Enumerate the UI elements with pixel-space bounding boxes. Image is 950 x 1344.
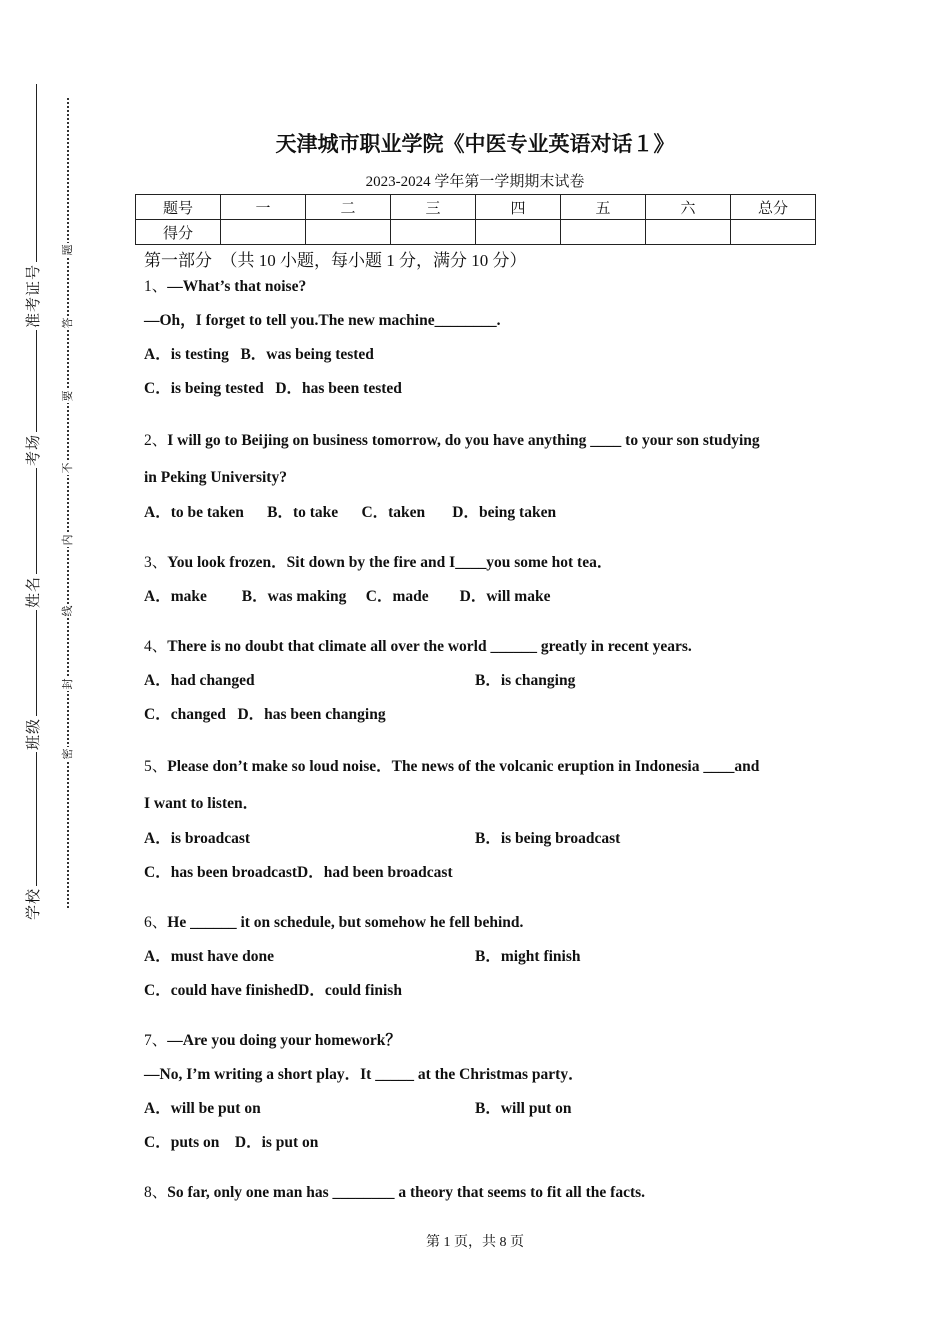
question-number: 6、 bbox=[144, 914, 168, 931]
binding-dot-char: 答 bbox=[59, 316, 75, 330]
option-a[interactable]: A．must have done bbox=[144, 948, 275, 965]
option-b[interactable]: B．to take bbox=[267, 504, 339, 521]
question-text: He ______ it on schedule, but somehow he fell behind. bbox=[167, 914, 524, 931]
score-input-cell[interactable] bbox=[561, 220, 646, 245]
score-table-header-row bbox=[136, 195, 816, 220]
question-text: —Are you doing your homework？ bbox=[167, 1032, 401, 1049]
score-table-score-row bbox=[136, 220, 816, 245]
binding-dot-char: 不 bbox=[59, 461, 75, 475]
question-text: I will go to Beijing on business tomorrow, do you have anything ____ to your son studying bbox=[167, 432, 760, 449]
score-input-cell[interactable] bbox=[391, 220, 476, 245]
question-5 bbox=[144, 748, 834, 890]
question-text: So far, only one man has ________ a theory that seems to fit all the facts. bbox=[167, 1184, 646, 1201]
option-a[interactable]: A．is broadcast bbox=[144, 830, 251, 847]
option-c[interactable]: C．taken bbox=[361, 504, 426, 521]
option-d[interactable]: D．could finish bbox=[298, 982, 402, 999]
question-2 bbox=[144, 422, 834, 530]
page-footer: 第 1 页，共 8 页 bbox=[426, 1235, 524, 1250]
option-c[interactable]: C．changed bbox=[144, 706, 226, 723]
question-text: —No, I’m writing a short play．It _____ at the Christmas party． bbox=[144, 1066, 584, 1083]
question-text: in Peking University? bbox=[144, 469, 287, 486]
question-number: 7、 bbox=[144, 1032, 168, 1049]
option-d[interactable]: D．will make bbox=[459, 588, 551, 605]
option-b[interactable]: B．was being tested bbox=[240, 346, 374, 363]
option-c[interactable]: C．puts on bbox=[144, 1134, 220, 1151]
option-c[interactable]: C．is being tested bbox=[144, 380, 264, 397]
question-text: I want to listen． bbox=[144, 795, 259, 812]
question-number: 1、 bbox=[144, 278, 168, 295]
binding-dot-char: 线 bbox=[59, 604, 75, 618]
binding-dot-char: 密 bbox=[59, 747, 75, 761]
question-text: There is no doubt that climate all over the world ______ greatly in recent years. bbox=[167, 638, 692, 655]
binding-dotted-line bbox=[67, 98, 69, 908]
option-a[interactable]: A．had changed bbox=[144, 672, 255, 689]
question-number: 5、 bbox=[144, 758, 168, 775]
binding-label-name: 姓名 bbox=[22, 574, 43, 610]
score-input-cell[interactable] bbox=[731, 220, 816, 245]
option-b[interactable]: B．might finish bbox=[475, 948, 581, 965]
score-cell: 一 bbox=[221, 195, 306, 220]
question-4 bbox=[144, 630, 834, 732]
question-7 bbox=[144, 1024, 834, 1160]
score-cell: 题号 bbox=[136, 195, 221, 220]
question-text: —What’s that noise? bbox=[167, 278, 307, 295]
score-cell: 六 bbox=[646, 195, 731, 220]
option-a[interactable]: A．is testing bbox=[144, 346, 229, 363]
score-cell: 三 bbox=[391, 195, 476, 220]
option-b[interactable]: B．will put on bbox=[475, 1100, 572, 1117]
option-d[interactable]: D．had been broadcast bbox=[297, 864, 453, 881]
question-number: 4、 bbox=[144, 638, 168, 655]
question-text: —Oh，I forget to tell you.The new machine________. bbox=[144, 312, 501, 329]
score-input-cell[interactable] bbox=[476, 220, 561, 245]
score-input-cell[interactable] bbox=[221, 220, 306, 245]
option-d[interactable]: D．is put on bbox=[234, 1134, 319, 1151]
score-input-cell[interactable] bbox=[646, 220, 731, 245]
option-c[interactable]: C．could have finished bbox=[144, 982, 299, 999]
question-number: 2、 bbox=[144, 432, 168, 449]
score-cell: 二 bbox=[306, 195, 391, 220]
option-c[interactable]: C．has been broadcast bbox=[144, 864, 298, 881]
option-d[interactable]: D．being taken bbox=[452, 504, 557, 521]
binding-dot-char: 内 bbox=[59, 533, 75, 547]
question-number: 3、 bbox=[144, 554, 168, 571]
score-cell: 得分 bbox=[136, 220, 221, 245]
exam-title: 天津城市职业学院《中医专业英语对话１》 bbox=[275, 132, 675, 156]
binding-label-exam-room: 考场 bbox=[22, 432, 43, 468]
binding-solid-line bbox=[36, 84, 37, 920]
question-8 bbox=[144, 1176, 834, 1210]
option-d[interactable]: D．has been tested bbox=[275, 380, 402, 397]
binding-label-exam-id: 准考证号 bbox=[22, 262, 43, 330]
score-cell: 总分 bbox=[731, 195, 816, 220]
option-d[interactable]: D．has been changing bbox=[237, 706, 386, 723]
score-input-cell[interactable] bbox=[306, 220, 391, 245]
binding-label-school: 学校 bbox=[22, 886, 43, 922]
section-title: 第一部分 （共 10 小题，每小题 1 分，满分 10 分） bbox=[144, 251, 527, 270]
option-a[interactable]: A．to be taken bbox=[144, 504, 244, 521]
binding-margin bbox=[0, 0, 110, 1344]
question-1 bbox=[144, 270, 834, 406]
score-cell: 五 bbox=[561, 195, 646, 220]
binding-dot-char: 封 bbox=[59, 677, 75, 691]
option-a[interactable]: A．will be put on bbox=[144, 1100, 261, 1117]
score-table bbox=[135, 194, 816, 245]
option-a[interactable]: A．make bbox=[144, 588, 207, 605]
questions bbox=[144, 270, 834, 1210]
option-b[interactable]: B．is being broadcast bbox=[475, 830, 621, 847]
option-b[interactable]: B．is changing bbox=[475, 672, 576, 689]
exam-subtitle: 2023-2024 学年第一学期期末试卷 bbox=[365, 174, 585, 190]
binding-label-class: 班级 bbox=[22, 716, 43, 752]
binding-dot-char: 要 bbox=[59, 389, 75, 403]
question-text: Please don’t make so loud noise．The news of the volcanic eruption in Indonesia ____and bbox=[167, 758, 760, 775]
option-b[interactable]: B．was making bbox=[241, 588, 347, 605]
question-number: 8、 bbox=[144, 1184, 168, 1201]
option-c[interactable]: C．made bbox=[365, 588, 429, 605]
binding-dot-char: 题 bbox=[59, 243, 75, 257]
question-text: You look frozen．Sit down by the fire and I____you some hot tea． bbox=[167, 554, 613, 571]
question-6 bbox=[144, 906, 834, 1008]
score-cell: 四 bbox=[476, 195, 561, 220]
question-3 bbox=[144, 546, 834, 614]
